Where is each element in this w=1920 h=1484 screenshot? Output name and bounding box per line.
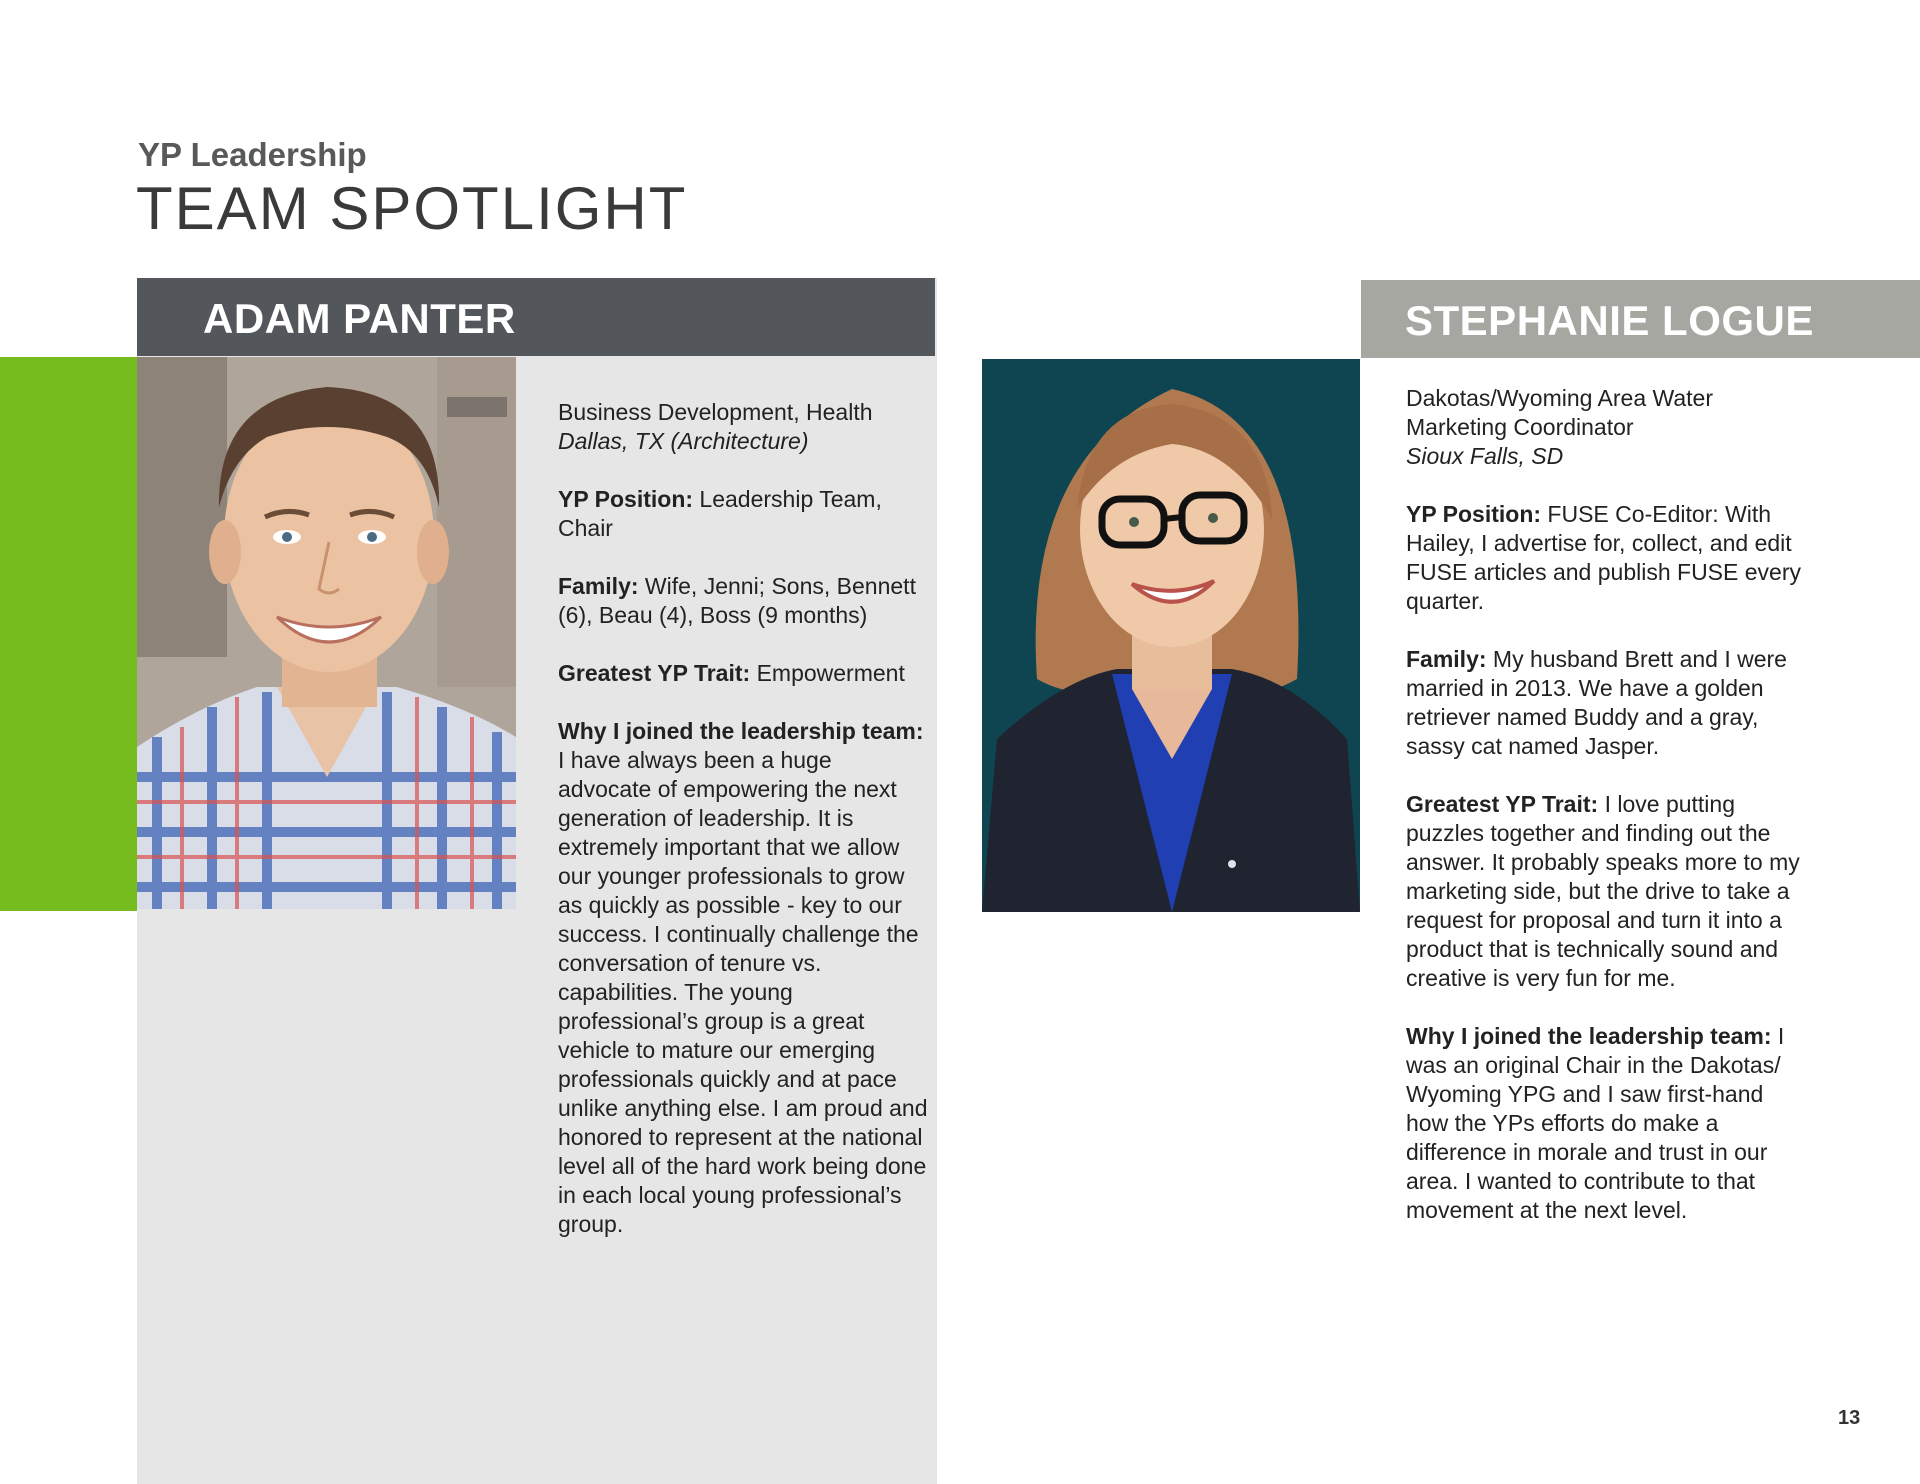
right-position-value: FUSE Co-Editor: With Hailey, I advertise for, collect, and edit FUSE articles and publish FUSE every quarter. xyxy=(1406,501,1801,614)
left-role-block xyxy=(558,398,928,456)
right-name-band xyxy=(1361,280,1920,358)
right-why-value: I was an original Chair in the Dakotas/ Wyoming YPG and I saw first-hand how the YPs efforts do make a difference in morale and trust in our area. I wanted to contribute to that movement at the next level. xyxy=(1406,1023,1785,1223)
page-title: TEAM SPOTLIGHT xyxy=(136,175,688,242)
left-trait-label: Greatest YP Trait: xyxy=(558,660,751,686)
left-family-value: Wife, Jenni; Sons, Bennett (6), Beau (4), Boss (9 months) xyxy=(558,573,916,628)
left-profile-bio xyxy=(558,398,928,1239)
right-trait-label: Greatest YP Trait: xyxy=(1406,791,1599,817)
adam-portrait-illustration xyxy=(137,357,516,909)
right-profile-name: STEPHANIE LOGUE xyxy=(1405,297,1814,344)
page-number: 13 xyxy=(1838,1407,1861,1429)
right-family-label: Family: xyxy=(1406,646,1487,672)
right-why xyxy=(1406,1022,1806,1225)
right-role-block xyxy=(1406,384,1806,471)
left-position-label: YP Position: xyxy=(558,486,694,512)
page-kicker: YP Leadership xyxy=(138,136,367,173)
right-location: Sioux Falls, SD xyxy=(1406,443,1564,469)
green-accent-bar xyxy=(0,357,137,911)
left-why-value: I have always been a huge advocate of empowering the next generation of leadership. It is extremely important that we allow our younger professionals to grow as quickly as possible - key to our success. I continually challenge the conversation of tenure vs. capabilities. The young professional’s group is a great vehicle to mature our emerging professionals quickly and at pace unlike anything else. I am proud and honored to represent at the national level all of the hard work being done in each local young professional’s group. xyxy=(558,747,928,1237)
left-family xyxy=(558,572,928,630)
left-trait-value: Empowerment xyxy=(750,660,905,686)
right-role-line2: Marketing Coordinator xyxy=(1406,414,1634,440)
left-location: Dallas, TX (Architecture) xyxy=(558,428,809,454)
right-family-value: My husband Brett and I were married in 2013. We have a golden retriever named Buddy and a gray, sassy cat named Jasper. xyxy=(1406,646,1787,759)
left-position-value: Leadership Team, Chair xyxy=(558,486,882,541)
left-name-band xyxy=(137,278,935,356)
stephanie-photo xyxy=(982,359,1360,912)
right-role-line1: Dakotas/Wyoming Area Water xyxy=(1406,385,1713,411)
right-trait-value: I love putting puzzles together and finding out the answer. It probably speaks more to my marketing side, but the drive to take a request for proposal and turn it into a product that is technically sound and creative is very fun for me. xyxy=(1406,791,1800,991)
right-position xyxy=(1406,500,1806,616)
right-trait xyxy=(1406,790,1806,993)
adam-photo xyxy=(137,357,516,909)
left-position xyxy=(558,485,928,543)
left-role: Business Development, Health xyxy=(558,399,873,425)
left-why-label: Why I joined the leadership team: xyxy=(558,718,924,744)
right-family xyxy=(1406,645,1806,761)
left-profile-name: ADAM PANTER xyxy=(203,295,516,342)
stephanie-portrait-illustration xyxy=(982,359,1360,912)
left-trait xyxy=(558,659,928,688)
left-why xyxy=(558,717,928,1239)
right-profile-bio xyxy=(1406,384,1806,1225)
right-position-label: YP Position: xyxy=(1406,501,1542,527)
right-why-label: Why I joined the leadership team: xyxy=(1406,1023,1772,1049)
left-family-label: Family: xyxy=(558,573,639,599)
